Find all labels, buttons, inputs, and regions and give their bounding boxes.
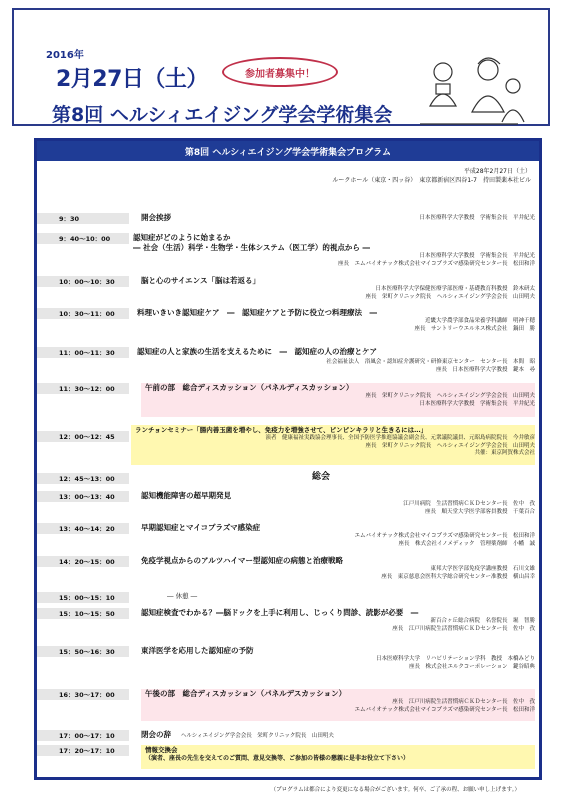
event-header xyxy=(12,8,550,126)
session-row xyxy=(37,491,539,519)
session-speaker: エムバイオテック株式会社マイコプラズマ感染研究センター長 松田和洋 xyxy=(354,533,535,539)
session-row xyxy=(37,347,539,379)
session-time: 15：10～15：50 xyxy=(37,608,129,619)
session-chair: 座長 日本医療科学大学教授 鍵本 尋 xyxy=(435,366,535,373)
session-row xyxy=(37,608,539,638)
session-title: 東洋医学を応用した認知症の予防 xyxy=(141,646,254,655)
session-time: 9：30 xyxy=(37,213,129,224)
session-row xyxy=(37,233,539,271)
session-title: 午前の部 総合ディスカッション（パネルディスカッション） xyxy=(145,383,354,392)
session-chair: 座長 栄町クリニック院長 ヘルシィエイジング学会会長 山田明夫 xyxy=(365,393,535,399)
session-time: 16：30～17：00 xyxy=(37,689,129,700)
session-subtitle: ― 社会（生活）科学・生物学・生体システム（医工学）的視点から ― xyxy=(133,243,370,252)
session-chair: 座長 江戸川病院生活習慣病ＣＫＤセンター長 佐中 孜 xyxy=(392,699,535,705)
session-row xyxy=(37,592,539,604)
session-speaker: 日本医療科学大学教授 学術集会長 平井紀光 xyxy=(419,253,535,259)
session-time: 17：00～17：10 xyxy=(37,730,129,741)
session-subtitle: （演者、座長の先生を交えてのご質問、意見交換等、ご参加の皆様の懇親に是非お役立て下さい） xyxy=(145,755,410,762)
session-chair: 座長 江戸川病院生活習慣病ＣＫＤセンター長 佐中 孜 xyxy=(392,625,535,632)
event-title: 第8回 ヘルシィエイジング学会学術集会 xyxy=(52,104,393,126)
program-title: 第8回 ヘルシィエイジング学会学術集会プログラム xyxy=(37,141,539,161)
event-date: 2月27日（土） xyxy=(56,67,208,92)
session-row xyxy=(37,646,539,676)
session-row xyxy=(37,689,539,723)
session-row xyxy=(37,556,539,584)
session-title: 認知症がどのように始まるか xyxy=(133,233,231,242)
session-title: 免疫学視点からのアルツハイマー型認知症の病態と治療戦略 xyxy=(141,556,344,565)
session-speaker: 日本医療科学大学保健医療学部医療・基礎教育科教授 鈴木研太 xyxy=(375,286,535,292)
session-chair: 座長 エムバイオテック株式会社マイコプラズマ感染研究センター長 松田和洋 xyxy=(337,260,535,267)
break-label: ― 休憩 ― xyxy=(167,592,198,600)
session-speaker: 東邦大学医学部免疫学講座教授 石川文雄 xyxy=(430,566,535,572)
session-row xyxy=(37,213,539,227)
session-title: ランチョンセミナー「腸内善玉菌を増やし、免疫力を増強させて、ピンピンキラリと生きるには…」 xyxy=(135,426,428,434)
luncheon-highlight xyxy=(131,425,535,465)
session-row xyxy=(37,473,539,486)
session-chair: 座長 サントリーウエルネス株式会社 鍋田 勝 xyxy=(414,325,535,332)
registration-badge: 参加者募集中！ xyxy=(222,57,338,87)
program-meta xyxy=(37,161,539,185)
session-title: 脳と心のサイエンス「脳は若返る」 xyxy=(141,276,260,285)
session-speaker: 演者 健康福祉実践協会理事長、全国予防医学推進協議会副会長、元衆議院議員、元昭島病院院長 今井敏彦 xyxy=(265,435,535,441)
session-chair: 日本医療科学大学教授 学術集会長 平井紀光 xyxy=(419,400,535,407)
session-time: 14：20～15：00 xyxy=(37,556,129,567)
session-chair: 座長 東京慈恵会医科大学総合研究センター准教授 横山昌幸 xyxy=(381,573,535,580)
session-time: 10：30～11：00 xyxy=(37,308,129,319)
event-year: 2016年 xyxy=(46,50,84,61)
session-time: 10：00～10：30 xyxy=(37,276,129,287)
session-speaker: 近畿大学農学部食品栄養学科講師 明神千穂 xyxy=(424,318,535,324)
session-row xyxy=(37,523,539,551)
session-speaker: 日本医療科学大学 リハビリテーション学科 教授 本橋みどり xyxy=(375,656,535,662)
session-title: 認知機能障害の超早期発見 xyxy=(141,491,231,500)
session-time: 11：30～12：00 xyxy=(37,383,129,394)
session-chair: 座長 株式会社エルクコーポレーション 鍵谷昭典 xyxy=(408,663,535,670)
program-footnote: （プログラムは都合により変更になる場合がございます。何卒、ご了承の程、お願い申し上げます。） xyxy=(270,787,520,793)
session-cosponsor: 共催：東京阿賀株式会社 xyxy=(474,450,535,456)
program-panel xyxy=(34,138,542,780)
session-title: 認知症の人と家族の生活を支えるために ― 認知症の人の治療とケア xyxy=(137,347,377,356)
session-speaker: 社会福祉法人 浴風会・認知症介護研究・研修東京センター センター長 本間 昭 xyxy=(326,359,535,365)
session-time: 15：00～15：10 xyxy=(37,592,129,603)
session-chair: 座長 株式会社イノメディック 管理薬剤師 小幡 誠 xyxy=(398,540,535,547)
session-row xyxy=(37,425,539,465)
session-row xyxy=(37,276,539,304)
session-chair: 座長 栄町クリニック院長 ヘルシィエイジング学会会長 山田明夫 xyxy=(365,293,535,300)
session-title: 認知症検査でわかる？―脳ドックを上手に利用し、じっくり問診、読影が必要 ― xyxy=(141,608,419,617)
session-speaker: 新百合ヶ丘総合病院 名誉院長 堀 智勝 xyxy=(430,618,535,624)
session-time: 13：00～13：40 xyxy=(37,491,129,502)
session-title: 早期認知症とマイコプラズマ感染症 xyxy=(141,523,261,532)
session-time: 9：40～10：00 xyxy=(37,233,129,244)
session-row xyxy=(37,383,539,419)
session-time: 17：20～17：10 xyxy=(37,745,129,756)
session-speaker: ヘルシィエイジング学会会長 栄町クリニック院長 山田明夫 xyxy=(180,733,334,739)
session-title: 開会挨拶 xyxy=(141,213,171,222)
session-title: 午後の部 総合ディスカッション（パネルデスカッション） xyxy=(145,689,347,698)
session-title: 料理いきいき認知症ケア ― 認知症ケアと予防に役立つ料理療法 ― xyxy=(137,308,377,317)
session-time: 12：45～13：00 xyxy=(37,473,129,484)
session-time: 11：00～11：30 xyxy=(37,347,129,358)
session-speaker: 日本医療科学大学教授 学術集会長 平井紀光 xyxy=(419,215,535,221)
session-chair: 座長 順天堂大学医学部客員教授 千葉百合 xyxy=(424,508,535,515)
session-row xyxy=(37,745,539,771)
discussion-highlight xyxy=(141,383,535,417)
session-time: 15：50～16：30 xyxy=(37,646,129,657)
session-chair: エムバイオテック株式会社マイコプラズマ感染研究センター長 松田和洋 xyxy=(354,706,535,713)
session-row xyxy=(37,730,539,743)
session-title: 情報交換会 xyxy=(145,746,178,754)
session-time: 13：40～14：20 xyxy=(37,523,129,534)
general-meeting-heading: 総会 xyxy=(311,472,330,482)
session-row xyxy=(37,308,539,336)
networking-highlight xyxy=(141,745,535,769)
session-title: 閉会の辞 xyxy=(141,730,171,739)
discussion-highlight xyxy=(141,689,535,721)
session-time: 12：00～12：45 xyxy=(37,431,129,442)
program-date: 平成28年2月27日（土） xyxy=(463,168,531,175)
audience-illustration xyxy=(408,44,526,140)
session-speaker: 江戸川病院 生活習慣病ＣＫＤセンター長 佐中 孜 xyxy=(403,501,535,507)
session-chair: 座長 栄町クリニック院長 ヘルシィエイジング学会会長 山田明夫 xyxy=(365,442,535,449)
program-venue: ルークホール（東京・四ッ谷） 東京都新宿区四谷1-7 持田製薬本社ビル xyxy=(332,177,531,184)
